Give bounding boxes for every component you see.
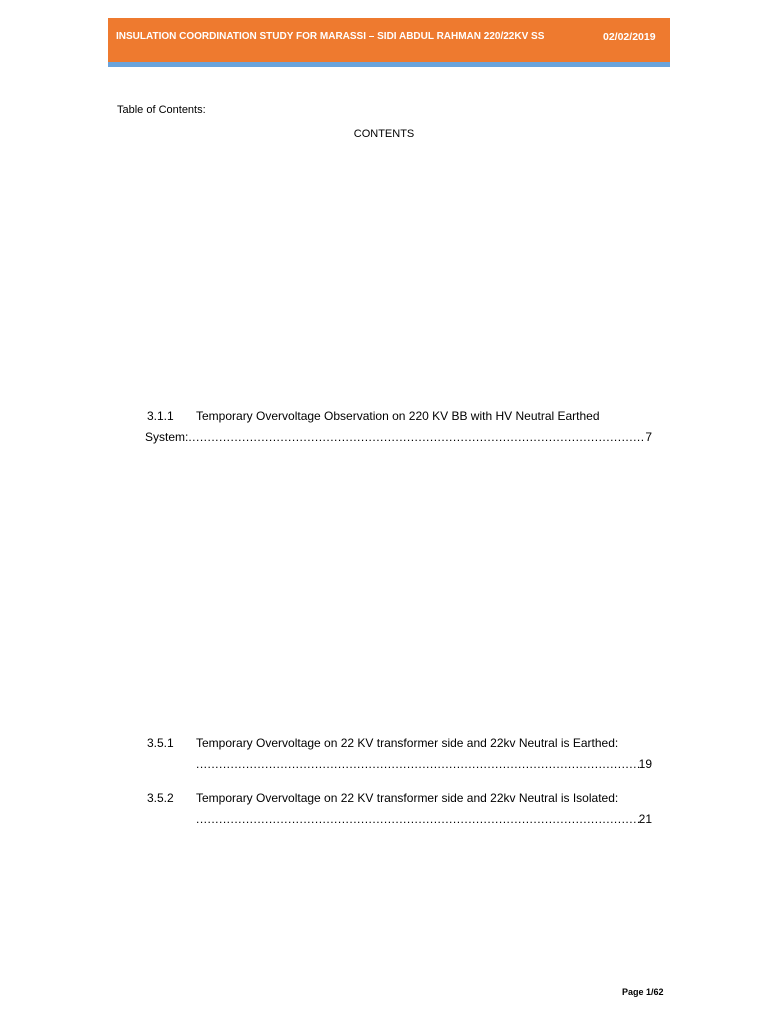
toc-entry-title: Temporary Overvoltage Observation on 220 KV BB with HV Neutral Earthed xyxy=(196,409,600,423)
toc-entry-3-1-1[interactable] xyxy=(145,408,652,448)
toc-leader-dots xyxy=(196,756,639,772)
toc-entry-title: Temporary Overvoltage on 22 KV transformer side and 22kv Neutral is Isolated: xyxy=(196,791,619,805)
toc-entry-page: 21 xyxy=(638,812,652,826)
toc-leader-dots xyxy=(188,429,645,445)
toc-entry-page: 7 xyxy=(645,430,652,444)
header-title: INSULATION COORDINATION STUDY FOR MARASSI – SIDI ABDUL RAHMAN 220/22KV SS xyxy=(116,31,545,42)
toc-entry-number: 3.5.1 xyxy=(147,736,174,750)
header-rule xyxy=(108,62,670,67)
contents-heading: CONTENTS xyxy=(353,128,415,140)
header-date: 02/02/2019 xyxy=(603,31,656,43)
toc-leader-dots xyxy=(196,811,639,827)
toc-entry-title: Temporary Overvoltage on 22 KV transformer side and 22kv Neutral is Earthed: xyxy=(196,736,619,750)
page-number-footer: Page 1/62 xyxy=(622,987,664,997)
toc-caption: Table of Contents: xyxy=(117,104,206,116)
toc-entry-page: 19 xyxy=(638,757,652,771)
toc-entry-3-5-2[interactable] xyxy=(147,790,652,830)
toc-entry-3-5-1[interactable] xyxy=(147,735,652,775)
toc-entry-number: 3.5.2 xyxy=(147,791,174,805)
toc-entry-title-cont: System: xyxy=(145,430,189,444)
toc-entry-number: 3.1.1 xyxy=(147,409,174,423)
